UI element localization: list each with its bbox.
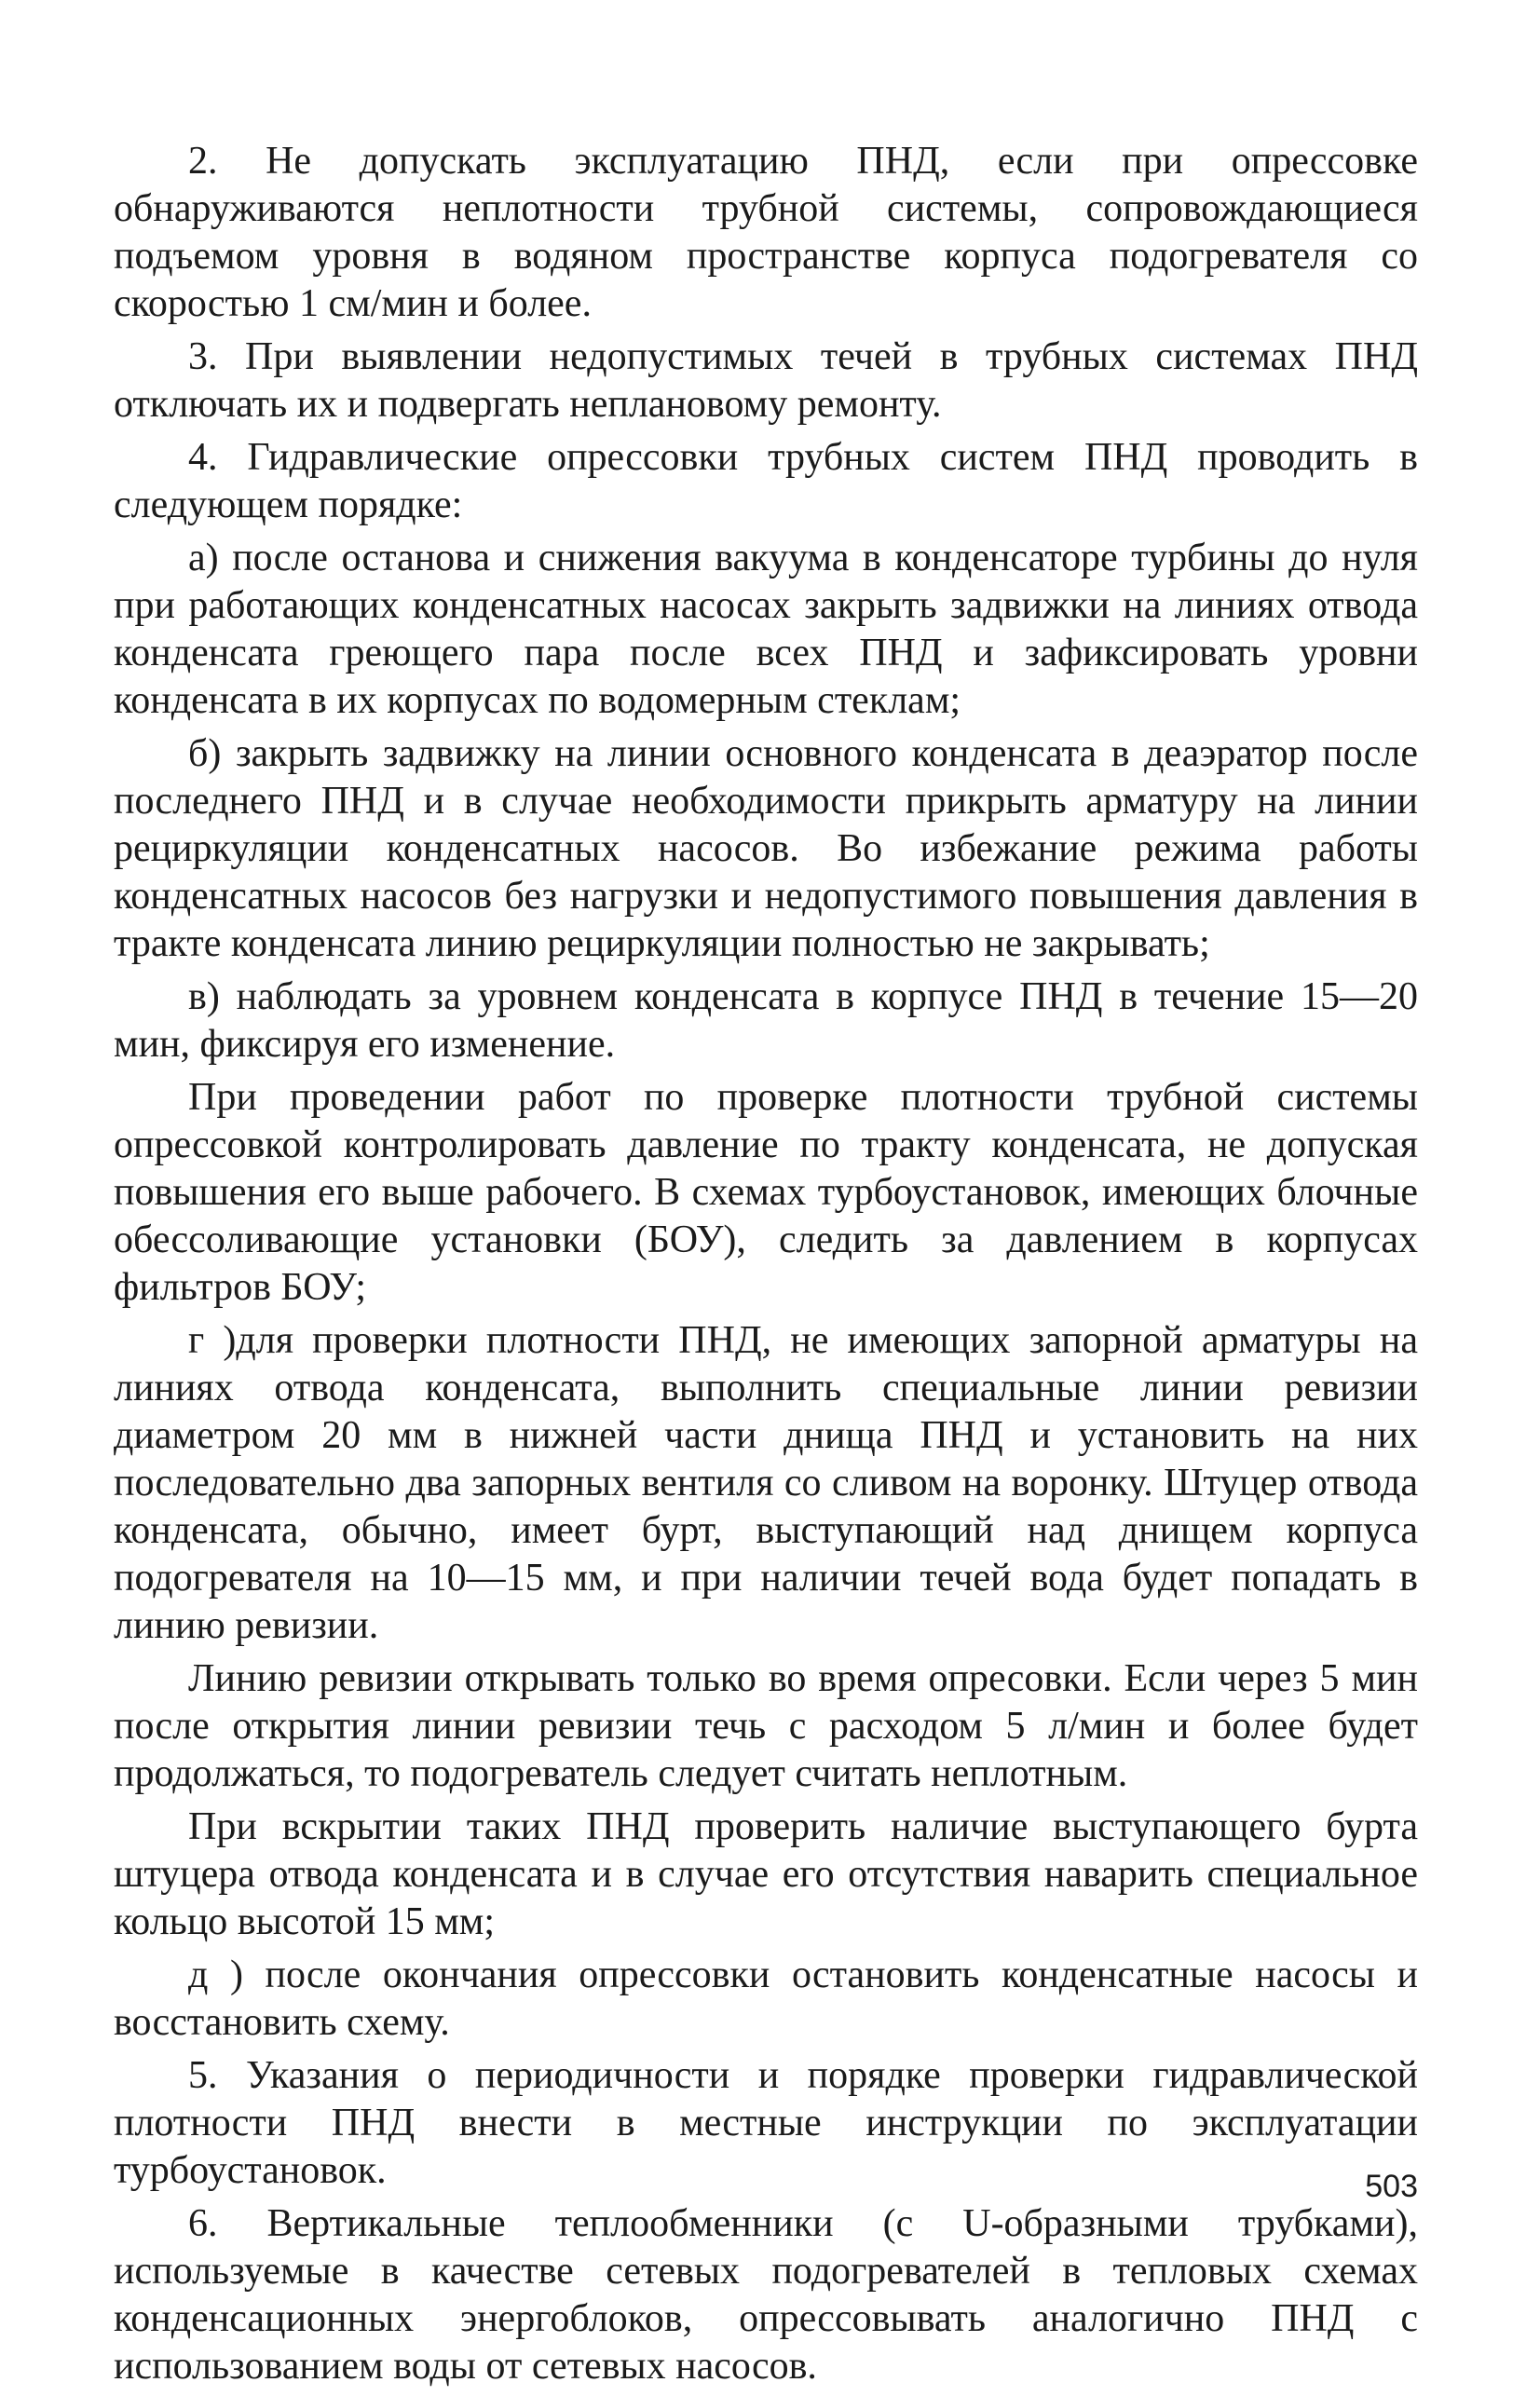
paragraph-item-5: 5. Указания о периодичности и порядке проверки гидравлической плотности ПНД внести в местные инструкции по эксплуатации турбоустановок.	[114, 2054, 1418, 2192]
paragraph-subitem-b: б) закрыть задвижку на линии основного конденсата в деаэратор после последнего ПНД и в случае необходимости прикрыть арматуру на линии рециркуляции конденсатных насосов. Во избежание режима работы конденсатных насосов без нагрузки и недопустимого повышения давления в тракте конденсата линию рециркуляции полностью не закрывать;	[114, 732, 1418, 965]
paragraph-item-2: 2. Не допускать эксплуатацию ПНД, если при опрессовке обнаруживаются неплотности трубной системы, сопровождающиеся подъемом уровня в водяном пространстве корпуса подогревателя со скоростью 1 см/мин и более.	[114, 140, 1418, 325]
page-number: 503	[1365, 2169, 1418, 2204]
paragraph-pressure-control: При проведении работ по проверке плотности трубной системы опрессовкой контролировать давление по тракту конденсата, не допуская повышения его выше рабочего. В схемах турбоустановок, имеющих блочные обессоливающие установки (БОУ), следить за давлением в корпусах фильтров БОУ;	[114, 1076, 1418, 1309]
paragraph-item-4: 4. Гидравлические опрессовки трубных систем ПНД проводить в следующем порядке:	[114, 436, 1418, 526]
paragraph-revision-line: Линию ревизии открывать только во время опресовки. Если через 5 мин после открытия линии ревизии течь с расходом 5 л/мин и более будет продолжаться, то подогреватель следует считать неплотным.	[114, 1657, 1418, 1795]
paragraph-subitem-d: д ) после окончания опрессовки остановить конденсатные насосы и восстановить схему.	[114, 1954, 1418, 2044]
paragraph-subitem-a: а) после останова и снижения вакуума в конденсаторе турбины до нуля при работающих конденсатных насосах закрыть задвижки на линиях отвода конденсата греющего пара после всех ПНД и зафиксировать уровни конденсата в их корпусах по водомерным стеклам;	[114, 537, 1418, 722]
paragraph-opening-check: При вскрытии таких ПНД проверить наличие выступающего бурта штуцера отвода конденсата и в случае его отсутствия наварить специальное кольцо высотой 15 мм;	[114, 1805, 1418, 1943]
page-body	[114, 138, 1418, 2396]
paragraph-subitem-g: г )для проверки плотности ПНД, не имеющих запорной арматуры на линиях отвода конденсата, выполнить специальные линии ревизии диаметром 20 мм в нижней части днища ПНД и установить на них последовательно два запорных вентиля со сливом на воронку. Штуцер отвода конденсата, обычно, имеет бурт, выступающий над днищем корпуса подогревателя на 10—15 мм, и при наличии течей вода будет попадать в линию ревизии.	[114, 1319, 1418, 1647]
paragraph-subitem-v: в) наблюдать за уровнем конденсата в корпусе ПНД в течение 15—20 мин, фиксируя его изменение.	[114, 975, 1418, 1066]
paragraph-item-6: 6. Вертикальные теплообменники (с U-образными трубками), используемые в качестве сетевых подогревателей в тепловых схемах конденсационных энергоблоков, опрессовывать аналогично ПНД с использованием воды от сетевых насосов.	[114, 2202, 1418, 2388]
paragraph-item-3: 3. При выявлении недопустимых течей в трубных системах ПНД отключать их и подвергать неплановому ремонту.	[114, 335, 1418, 426]
